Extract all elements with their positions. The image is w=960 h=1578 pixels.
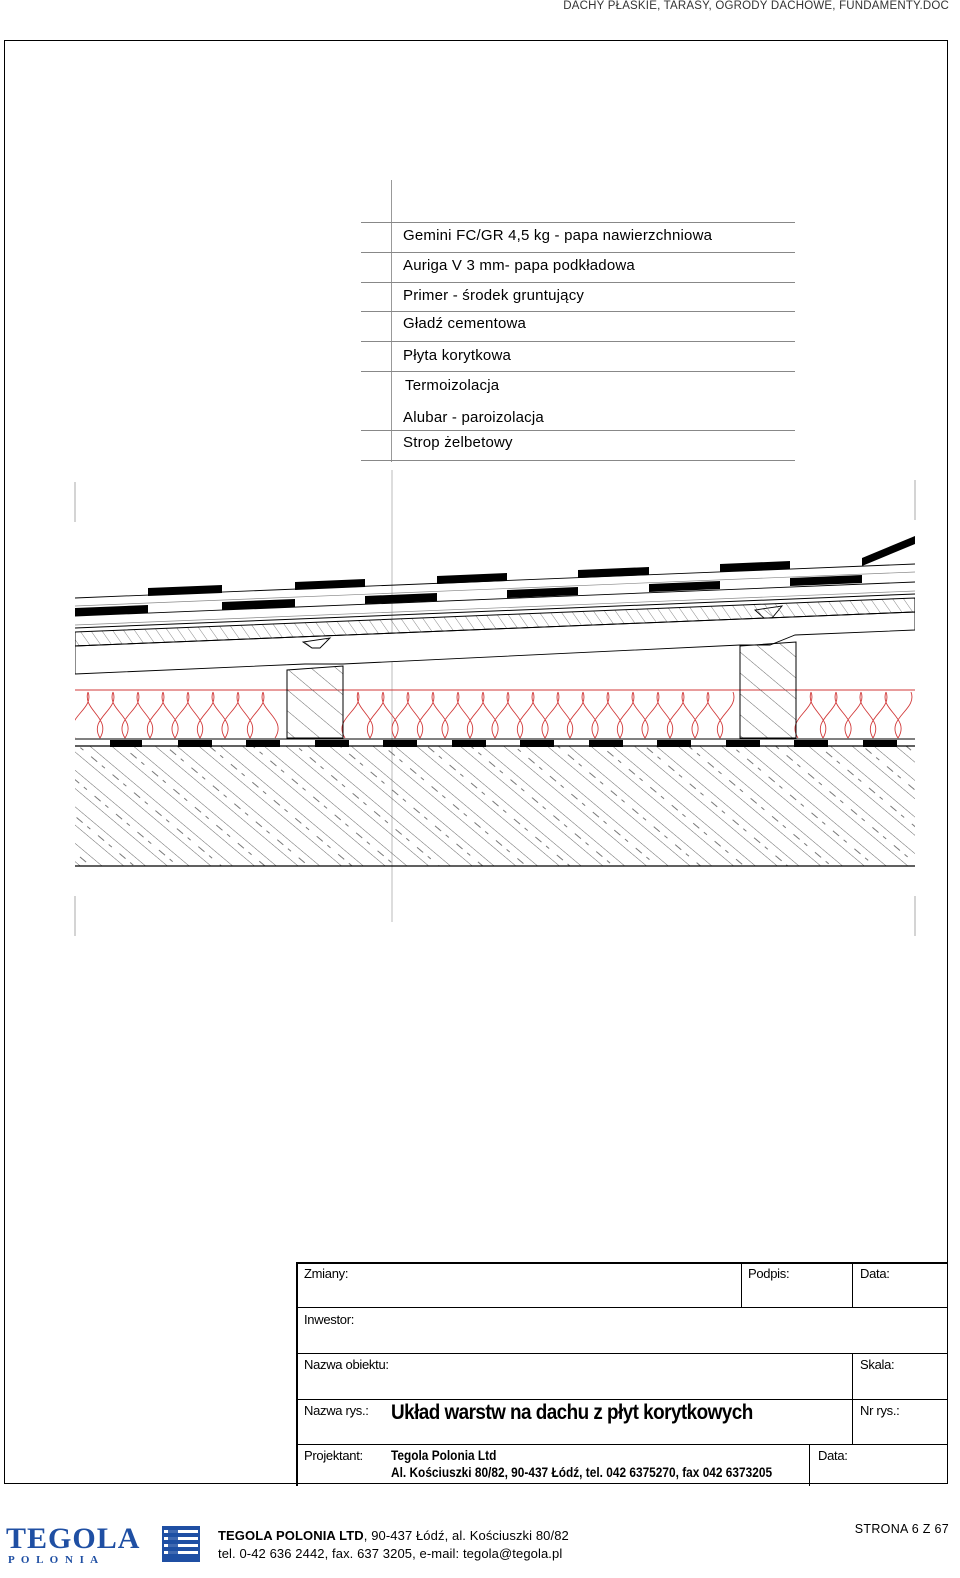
object-name-label: Nazwa obiektu:: [304, 1357, 389, 1372]
designer-name: Tegola Polonia Ltd: [391, 1448, 497, 1463]
legend-item: Auriga V 3 mm- papa podkładowa: [403, 257, 635, 274]
roof-cross-section: [0, 470, 960, 950]
legend-item: Strop żelbetowy: [403, 434, 513, 451]
date2-label: Data:: [818, 1448, 848, 1463]
logo-flag-icon: [162, 1526, 200, 1562]
logo-subtext: P O L O N I A: [8, 1554, 101, 1566]
document-header-title: DACHY PŁASKIE, TARASY, OGRODY DACHOWE, FUNDAMENTY.DOC: [563, 0, 949, 12]
tegola-logo: [4, 1522, 204, 1566]
drawing-name: Układ warstw na dachu z płyt korytkowych: [391, 1401, 753, 1424]
legend-item: Płyta korytkowa: [403, 347, 512, 364]
date-label: Data:: [860, 1266, 890, 1281]
legend-item: Primer - środek gruntujący: [403, 287, 585, 304]
footer-contact: tel. 0-42 636 2442, fax. 637 3205, e-mail: tegola@tegola.pl: [218, 1546, 563, 1561]
concrete-slab-texture: [75, 746, 915, 866]
designer-label: Projektant:: [304, 1448, 363, 1463]
drawing-name-label: Nazwa rys.:: [304, 1403, 369, 1418]
top-membrane: [75, 536, 915, 606]
page-number: STRONA 6 Z 67: [854, 1522, 949, 1536]
layer-legend: [361, 180, 797, 462]
logo-wordmark: TEGOLA: [6, 1522, 141, 1555]
scale-label: Skala:: [860, 1357, 895, 1372]
legend-item: Gładź cementowa: [403, 315, 527, 332]
investor-label: Inwestor:: [304, 1312, 355, 1327]
drawing-number-label: Nr rys.:: [860, 1403, 900, 1418]
changes-label: Zmiany:: [304, 1266, 349, 1281]
legend-item: Alubar - paroizolacja: [403, 409, 544, 426]
legend-item: Gemini FC/GR 4,5 kg - papa nawierzchniowa: [403, 227, 713, 244]
footer-company-info: [218, 1527, 569, 1563]
footer-company-address: , 90-437 Łódź, al. Kościuszki 80/82: [363, 1528, 569, 1543]
signature-label: Podpis:: [748, 1266, 790, 1281]
title-block: [296, 1262, 948, 1486]
legend-item: Termoizolacja: [405, 377, 500, 394]
designer-address: Al. Kościuszki 80/82, 90-437 Łódź, tel. 042 6375270, fax 042 6373205: [391, 1465, 773, 1480]
footer-company-name: TEGOLA POLONIA LTD: [218, 1528, 364, 1543]
legend-row: [361, 180, 795, 461]
